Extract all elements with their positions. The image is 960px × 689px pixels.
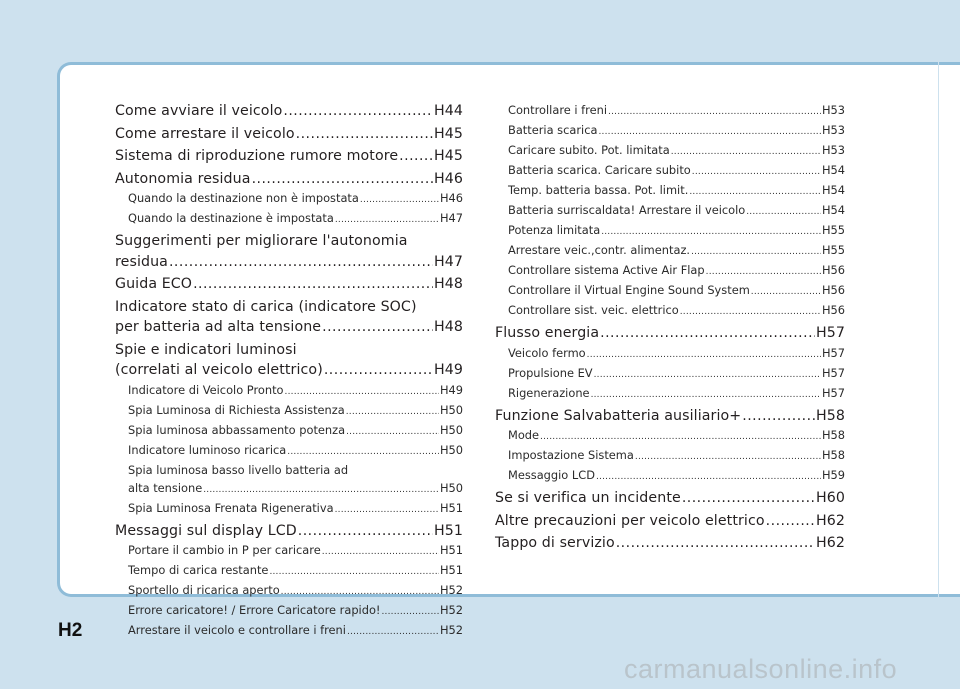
toc-subsection[interactable] [495, 261, 845, 281]
dot-leader [635, 446, 821, 466]
toc-entry-label: Messaggio LCD [508, 468, 595, 482]
toc-entry-label: Temp. batteria bassa. Pot. limit. [508, 183, 689, 197]
toc-section[interactable] [495, 488, 845, 509]
toc-subsection[interactable] [495, 384, 845, 404]
toc-entry [128, 479, 463, 499]
toc-subsection[interactable] [495, 101, 845, 121]
toc-entry [508, 201, 845, 221]
toc-entry-label: Quando la destinazione non è impostata [128, 191, 359, 205]
toc-entry-page: H47 [439, 211, 463, 225]
toc-entry [115, 521, 463, 542]
toc-entry-label: Come arrestare il veicolo [115, 125, 295, 142]
toc-subsection[interactable] [495, 121, 845, 141]
toc-entry [128, 441, 463, 461]
toc-entry-page: H50 [439, 480, 463, 495]
toc-entry-label: Controllare sist. veic. elettrico [508, 303, 679, 317]
toc-entry-page: H45 [433, 125, 463, 142]
toc-entry-page: H56 [821, 283, 845, 297]
toc-entry-label: Potenza limitata [508, 223, 601, 237]
toc-subsection[interactable] [115, 601, 463, 621]
dot-leader [587, 344, 821, 364]
toc-subsection[interactable] [495, 201, 845, 221]
toc-entry-page: H53 [821, 123, 845, 137]
toc-entry-label: Caricare subito. Pot. limitata [508, 143, 670, 157]
toc-entry [115, 169, 463, 190]
toc-entry-label: Tappo di servizio [495, 535, 615, 551]
toc-entry-label: Quando la destinazione è impostata [128, 211, 334, 225]
toc-entry-page: H57 [821, 385, 845, 400]
toc-entry-page: H46 [433, 170, 463, 187]
toc-subsection[interactable] [115, 461, 463, 499]
toc-entry-label: Controllare sistema Active Air Flap [508, 263, 705, 277]
toc-entry-page: H58 [821, 448, 845, 462]
toc-entry-page: H46 [439, 191, 463, 205]
toc-entry-page: H52 [439, 583, 463, 597]
toc-entry-page: H47 [433, 253, 463, 270]
toc-section[interactable] [115, 124, 463, 145]
toc-entry-label: Flusso energia [495, 325, 600, 341]
dot-leader [600, 323, 815, 344]
toc-entry-label: Veicolo fermo [508, 345, 586, 360]
dot-leader [751, 281, 821, 301]
toc-entry-label: alta tensione [128, 480, 203, 495]
toc-entry [115, 101, 463, 122]
toc-entry [128, 421, 463, 441]
toc-subsection[interactable] [495, 281, 845, 301]
toc-entry [128, 209, 463, 229]
toc-entry-page: H59 [821, 468, 845, 482]
toc-section[interactable] [495, 323, 845, 344]
toc-entry-label: Controllare i freni [508, 103, 608, 117]
toc-entry [115, 360, 463, 381]
dot-leader [346, 401, 439, 421]
page-number: H2 [58, 620, 83, 641]
toc-entry-label: Spia Luminosa di Richiesta Assistenza [128, 402, 345, 417]
dot-leader [682, 488, 815, 509]
toc-entry-page: H45 [433, 148, 463, 164]
toc-entry [495, 406, 845, 427]
dot-leader [335, 209, 439, 229]
toc-entry-page: H52 [439, 603, 463, 617]
toc-entry-page: H57 [821, 345, 845, 360]
toc-entry-label-line: Spia luminosa basso livello batteria ad [128, 462, 349, 477]
dot-leader [203, 479, 439, 499]
toc-entry-page: H51 [439, 563, 463, 577]
dot-leader [742, 406, 815, 427]
toc-entry-label: Batteria scarica. Caricare subito [508, 163, 691, 177]
dot-leader [283, 101, 433, 122]
toc-subsection[interactable] [115, 189, 463, 209]
toc-entry [495, 323, 845, 344]
toc-entry-label-line: Suggerimenti per migliorare l'autonomia [115, 233, 408, 249]
toc-entry-label: Arrestare il veicolo e controllare i freni [128, 623, 346, 637]
toc-entry-label: Funzione Salvabatteria ausiliario+ [495, 407, 742, 424]
toc-subsection[interactable] [115, 581, 463, 601]
toc-subsection[interactable] [495, 344, 845, 364]
dot-leader [269, 561, 439, 581]
dot-leader [596, 466, 821, 486]
dot-leader [296, 124, 433, 145]
toc-entry [508, 344, 845, 364]
dot-leader [169, 252, 433, 273]
toc-entry-page: H62 [815, 512, 845, 529]
toc-entry [508, 141, 845, 161]
toc-entry-label: Mode [508, 428, 540, 442]
toc-entry [115, 124, 463, 145]
dot-leader [322, 541, 439, 561]
dot-leader [766, 511, 815, 532]
dot-leader [689, 181, 821, 201]
toc-section[interactable] [115, 297, 463, 338]
toc-entry-page: H50 [439, 442, 463, 457]
toc-subsection[interactable] [495, 301, 845, 321]
toc-subsection[interactable] [115, 441, 463, 461]
toc-entry [508, 281, 845, 301]
toc-entry-page: H60 [815, 490, 845, 506]
toc-entry [495, 511, 845, 532]
toc-entry-page: H54 [821, 163, 845, 177]
toc-entry-label: Sportello di ricarica aperto [128, 583, 280, 597]
toc-entry [115, 274, 463, 295]
toc-entry-page: H52 [439, 623, 463, 637]
dot-leader [322, 317, 433, 338]
toc-entry-page: H62 [815, 535, 845, 551]
toc-entry-page: H48 [433, 319, 463, 335]
dot-leader [360, 189, 439, 209]
dot-leader [616, 533, 815, 554]
toc-entry [128, 381, 463, 401]
toc-entry [508, 261, 845, 281]
toc-entry-label: Sistema di riproduzione rumore motore [115, 148, 399, 164]
toc-entry [508, 301, 845, 321]
toc-entry-label: Tempo di carica restante [128, 563, 269, 577]
toc-entry-label: (correlati al veicolo elettrico) [115, 362, 323, 378]
toc-entry-page: H44 [433, 103, 463, 119]
dot-leader [252, 169, 433, 190]
dot-leader [193, 274, 433, 295]
dot-leader [298, 521, 433, 542]
toc-entry [508, 101, 845, 121]
toc-entry-label: Altre precauzioni per veicolo elettrico [495, 512, 765, 529]
toc-entry [128, 561, 463, 581]
divider [938, 62, 939, 597]
toc-subsection[interactable] [115, 621, 463, 641]
toc-subsection[interactable] [115, 401, 463, 421]
toc-section[interactable] [115, 274, 463, 295]
watermark: carmanualsonline.info [624, 654, 898, 684]
toc-section[interactable] [495, 406, 845, 427]
toc-section[interactable] [115, 521, 463, 542]
toc-entry [508, 161, 845, 181]
toc-entry-page: H54 [821, 183, 845, 197]
dot-leader [335, 499, 439, 519]
toc-subsection[interactable] [115, 561, 463, 581]
toc-entry [508, 446, 845, 466]
toc-entry [508, 241, 845, 261]
dot-leader [598, 121, 820, 141]
toc-entry [495, 533, 845, 554]
toc-entry [128, 621, 463, 641]
toc-subsection[interactable] [495, 426, 845, 446]
toc-entry-page: H48 [433, 276, 463, 292]
toc-entry-label: Propulsione EV [508, 365, 593, 380]
dot-leader [346, 421, 439, 441]
toc-right-column [495, 101, 845, 554]
toc-entry-page: H58 [815, 407, 845, 424]
toc-entry-label: Rigenerazione [508, 385, 590, 400]
toc-entry [508, 466, 845, 486]
toc-entry-page: H55 [821, 243, 845, 257]
toc-subsection[interactable] [495, 221, 845, 241]
toc-entry [115, 252, 463, 273]
toc-entry [128, 499, 463, 519]
toc-entry [508, 181, 845, 201]
toc-entry-label: Batteria scarica [508, 123, 598, 137]
dot-leader [540, 426, 821, 446]
toc-entry [508, 384, 845, 404]
dot-leader [706, 261, 821, 281]
toc-entry-label: Guida ECO [115, 276, 193, 292]
toc-entry [128, 581, 463, 601]
toc-section[interactable] [495, 533, 845, 554]
toc-entry-label: Errore caricatore! / Errore Caricatore rapido! [128, 603, 381, 617]
toc-entry-label: Messaggi sul display LCD [115, 522, 297, 539]
dot-leader [591, 384, 821, 404]
toc-entry-page: H51 [439, 543, 463, 557]
dot-leader [601, 221, 821, 241]
toc-entry [508, 426, 845, 446]
toc-section[interactable] [495, 511, 845, 532]
toc-entry-page: H49 [439, 382, 463, 397]
toc-subsection[interactable] [495, 446, 845, 466]
toc-entry [508, 221, 845, 241]
toc-subsection[interactable] [495, 466, 845, 486]
toc-entry-label: residua [115, 253, 168, 270]
toc-entry-label: Se si verifica un incidente [495, 490, 681, 506]
dot-leader [381, 601, 438, 621]
toc-entry-label: Indicatore di Veicolo Pronto [128, 382, 284, 397]
dot-leader [594, 364, 821, 384]
toc-entry-page: H53 [821, 143, 845, 157]
dot-leader [324, 360, 433, 381]
toc-entry-page: H54 [821, 203, 845, 217]
toc-section[interactable] [115, 169, 463, 190]
toc-entry-label: Portare il cambio in P per caricare [128, 543, 321, 557]
toc-section[interactable] [115, 146, 463, 167]
dot-leader [746, 201, 821, 221]
toc-entry-page: H57 [821, 365, 845, 380]
toc-entry-page: H51 [433, 522, 463, 539]
toc-subsection[interactable] [495, 364, 845, 384]
toc-subsection[interactable] [115, 381, 463, 401]
toc-entry-label-line: Indicatore stato di carica (indicatore SOC) [115, 298, 417, 315]
toc-entry-label: Controllare il Virtual Engine Sound System [508, 283, 750, 297]
toc-entry-page: H49 [433, 362, 463, 378]
toc-subsection[interactable] [495, 181, 845, 201]
dot-leader [608, 101, 821, 121]
toc-subsection[interactable] [115, 499, 463, 519]
toc-entry [128, 541, 463, 561]
toc-entry-page: H56 [821, 263, 845, 277]
toc-entry-page: H51 [439, 500, 463, 515]
toc-entry-label: Spia Luminosa Frenata Rigenerativa [128, 500, 334, 515]
toc-entry [128, 401, 463, 421]
toc-entry-label: Batteria surriscaldata! Arrestare il veicolo [508, 203, 746, 217]
toc-subsection[interactable] [495, 141, 845, 161]
toc-entry-page: H55 [821, 223, 845, 237]
toc-entry-label: Come avviare il veicolo [115, 103, 283, 119]
toc-entry [115, 317, 463, 338]
toc-entry-label: Arrestare veic.,contr. alimentaz. [508, 243, 691, 257]
toc-entry [128, 189, 463, 209]
toc-entry-label: Indicatore luminoso ricarica [128, 442, 287, 457]
toc-subsection[interactable] [115, 209, 463, 229]
toc-entry-page: H50 [439, 422, 463, 437]
toc-entry [508, 364, 845, 384]
toc-entry [495, 488, 845, 509]
toc-entry-label: Spia luminosa abbassamento potenza [128, 422, 346, 437]
toc-entry-page: H57 [815, 325, 845, 341]
dot-leader [680, 301, 821, 321]
dot-leader [671, 141, 821, 161]
toc-entry-page: H50 [439, 402, 463, 417]
toc-section[interactable] [115, 101, 463, 122]
dot-leader [285, 381, 439, 401]
toc-section[interactable] [115, 231, 463, 272]
toc-entry-label: per batteria ad alta tensione [115, 319, 322, 335]
toc-entry-page: H56 [821, 303, 845, 317]
toc-entry-label: Impostazione Sistema [508, 448, 634, 462]
toc-entry [508, 121, 845, 141]
dot-leader [399, 146, 433, 167]
toc-entry-label: Autonomia residua [115, 170, 251, 187]
dot-leader [287, 441, 439, 461]
toc-left-column [115, 101, 463, 641]
dot-leader [691, 241, 821, 261]
toc-section[interactable] [115, 340, 463, 381]
dot-leader [347, 621, 439, 641]
toc-entry-page: H53 [821, 103, 845, 117]
dot-leader [281, 581, 439, 601]
toc-entry [115, 146, 463, 167]
dot-leader [692, 161, 821, 181]
toc-entry-label-line: Spie e indicatori luminosi [115, 341, 297, 358]
toc-entry [128, 601, 463, 621]
toc-subsection[interactable] [115, 541, 463, 561]
toc-subsection[interactable] [495, 241, 845, 261]
toc-entry-page: H58 [821, 428, 845, 442]
toc-subsection[interactable] [115, 421, 463, 441]
toc-subsection[interactable] [495, 161, 845, 181]
